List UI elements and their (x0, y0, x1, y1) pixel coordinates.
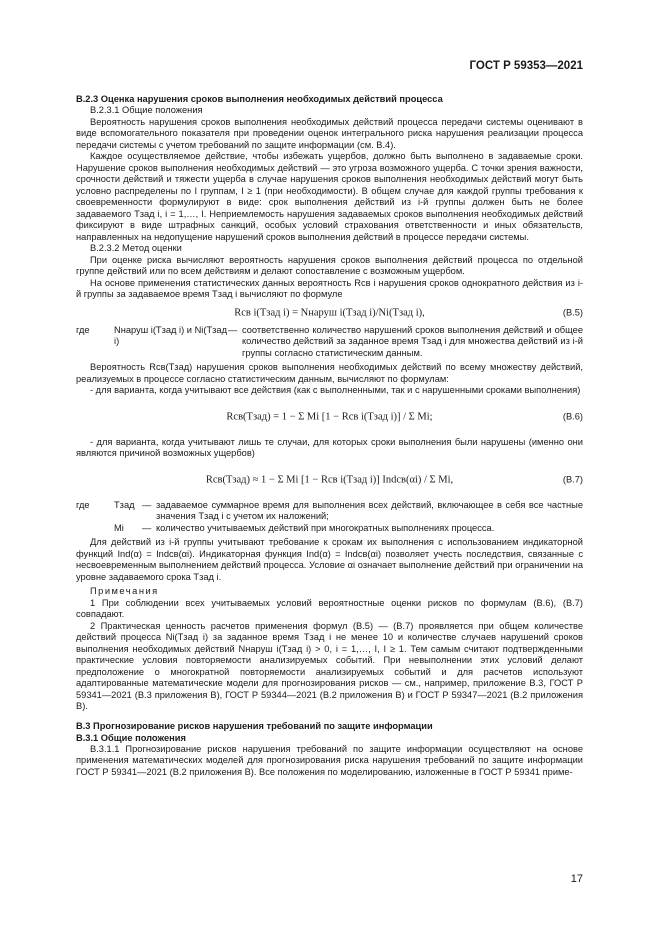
formula-b5 (76, 301, 583, 325)
paragraph: Вероятность Rсв(Tзад) нарушения сроков выполнения необходимых действий по всему множеству действий, реализуемых в процессе согласно статистическим данным, вычисляют по формулам: (76, 362, 583, 384)
formula-b7-expression: Rсв(Tзад) ≈ 1 − Σ Mi [1 − Rсв i(Tзад i)] Indсв(αi) / Σ Mi, (205, 473, 454, 485)
paragraph: На основе применения статистических данных вероятность Rсв i нарушения сроков однократного действия из i-й группы за задаваемое время Tзад i вычисляют по формуле (76, 277, 583, 299)
section-b3-title: B.3 Прогнозирование рисков нарушения требований по защите информации (76, 720, 433, 731)
formula-b5-number: (B.5) (562, 306, 583, 317)
where-label: где (76, 499, 90, 510)
where-symbol: Nнаруш i(Tзад i) и Ni(Tзад i) (114, 324, 227, 346)
where-description: количество учитываемых действий при многократных выполнениях процесса. (156, 522, 495, 533)
formula-b6-expression: Rсв(Tзад) = 1 − Σ Mi [1 − Rсв i(Tзад i)] / Σ Mi; (226, 410, 433, 422)
paragraph: Каждое осуществляемое действие, чтобы избежать ущербов, должно быть выполнено в задаваемые сроки. Нарушение сроков выполнения необходимых действий — это угроза возможного ущерба. С точки зрения важности, срочности действий и тяжести ущерба в случае нарушения сроков выполнения необходимых действий могут быть условно распределены по I группам, I ≥ 1 (при необходимости). В общем случае для каждой группы требования к своевременности формулируют в виде: срок выполнения действий из i-й группы должен быть не более задаваемого Tзад i, i = 1,…, I. Неприемлемость нарушения задаваемых сроков выполнения необходимых действий фиксируют в виде штрафных санкций, особых условий страхования ответственности и иных обязательств, направленных на недопущение нарушений сроков выполнения действий в процессе передачи системы. (76, 151, 583, 242)
notes-title: Примечания (90, 586, 159, 596)
paragraph: При оценке риска вычисляют вероятность нарушения сроков выполнения действий процесса по отдельной группе действий или по всем действиям и делают сопоставление с возможным ущербом. (76, 254, 583, 276)
where-symbol: Tзад (114, 499, 135, 510)
formula-b6-number: (B.6) (562, 410, 583, 421)
formula-b6 (76, 397, 583, 437)
formula-b5-expression: Rсв i(Tзад i) = Nнаруш i(Tзад i)/Ni(Tзад i), (234, 306, 425, 318)
where-dash: — (142, 499, 152, 510)
page-content (76, 93, 583, 778)
section-b232-heading: B.2.3.2 Метод оценки (90, 243, 182, 253)
where-block-b7 (76, 500, 583, 535)
where-dash: — (228, 324, 238, 335)
where-label: где (76, 324, 90, 335)
section-b23-title: B.2.3 Оценка нарушения сроков выполнения необходимых действий процесса (76, 94, 443, 104)
where-block-b5 (76, 325, 583, 360)
paragraph: B.3.1.1 Прогнозирование рисков нарушения требований по защите информации осуществляют на основе применения математических моделей для прогнозирования риска нарушения требований по защите информации ГОСТ Р 59341—2021 (B.2 приложения B). Все положения по моделированию, изложенные в ГОСТ Р 59341 приме- (76, 743, 583, 777)
paragraph: Вероятность нарушения сроков выполнения необходимых действий процесса передачи системы оценивают в виде вспомогательного показателя при проведении оценок интегрального риска нарушения реализации процесса передачи системы с учетом требований по защите информации (см. B.4). (76, 116, 583, 150)
paragraph: - для варианта, когда учитывают лишь те случаи, для которых сроки выполнения были нарушены (именно они являются причиной возможных ущербов) (76, 436, 583, 458)
where-symbol: Mi (114, 522, 124, 533)
section-b231-heading: B.2.3.1 Общие положения (90, 105, 203, 115)
section-b31-heading: B.3.1 Общие положения (76, 732, 186, 743)
paragraph: - для варианта, когда учитывают все действия (как с выполненными, так и с нарушенными сроками выполнения) (90, 385, 581, 395)
note-1: 1 При соблюдении всех учитываемых условий вероятностные оценки рисков по формулам (B.6), (B.7) совпадают. (76, 597, 583, 619)
note-2: 2 Практическая ценность расчетов применения формул (B.5) — (B.7) проявляется при общем количестве действий процесса Ni(Tзад i) за заданное время Tзад i не менее 10 и количестве случаев нарушений сроков выполнения необходимых действий Nнаруш i(Tзад i) > 0, i = 1,…, I, I ≥ 1. Тем самым считают подтвержденными практические условия повторяемости анализируемых событий. При невыполнении этих условий делают предположение о многократной повторяемости анализируемых событий и для расчетов используют адаптированные математические модели для прогнозирования рисков — см., например, приложение B.3, ГОСТ Р 59341—2021 (B.3 приложения B), ГОСТ Р 59344—2021 (B.2 приложения B) и ГОСТ Р 59347—2021 (B.2 приложения B). (76, 620, 583, 711)
where-dash: — (142, 522, 152, 533)
formula-b7 (76, 460, 583, 500)
formula-b7-number: (B.7) (562, 473, 583, 484)
paragraph: Для действий из i-й группы учитывают требование к срокам их выполнения с использованием индикаторной функций Ind(α) = Indсв(αi). Индикаторная функция Ind(α) = Indсв(αi) позволяет учесть последствия, связанные с несвоевременным выполнением действий процесса. Условие αi означает выполнение действий при ограничении на уровне задаваемого срока Tзад i. (76, 537, 583, 582)
document-id-header: ГОСТ Р 59353—2021 (469, 60, 583, 72)
where-description: задаваемое суммарное время для выполнения всех действий, включающее в себя все частные значения Tзад i с учетом их наложений; (156, 499, 583, 521)
where-description: соответственно количество нарушений сроков выполнения действий и общее количество действий за заданное время Tзад i для множества действий из i-й группы согласно статистическим данным. (242, 324, 583, 358)
page-number: 17 (570, 873, 583, 885)
